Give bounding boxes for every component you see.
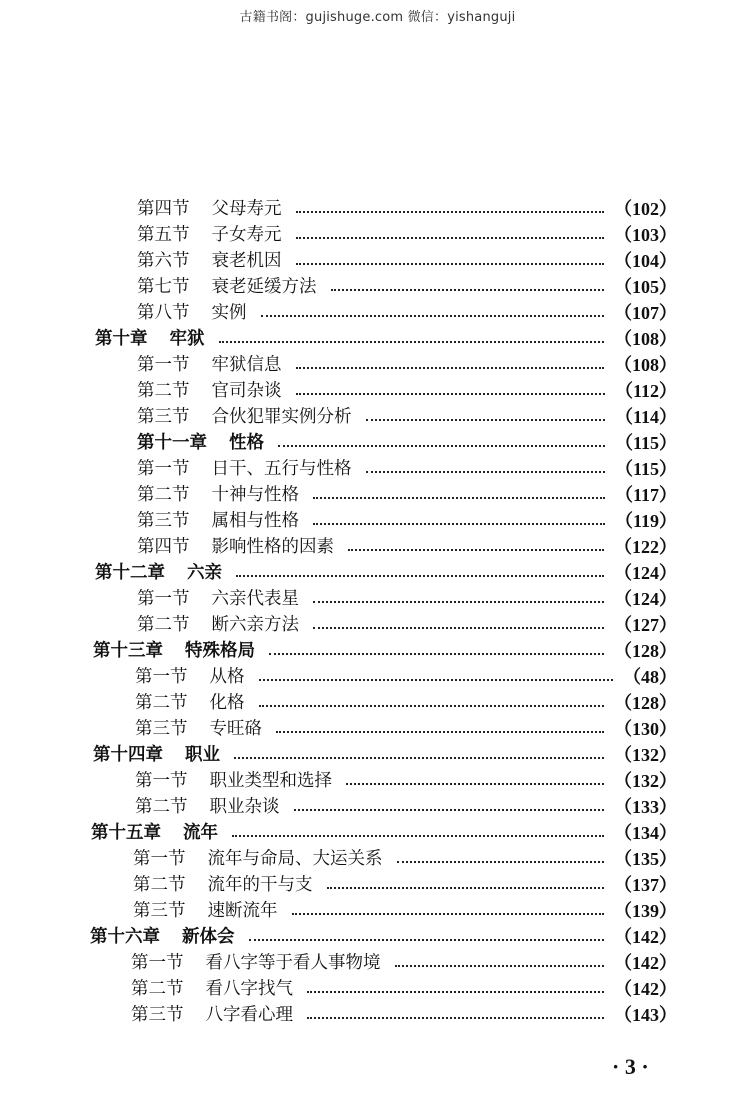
toc-entry-label: 第三节 (137, 511, 190, 531)
toc-entry-label: 第一节 (131, 953, 184, 973)
toc-entry-label: 第五节 (137, 225, 190, 245)
dot-leader (259, 701, 605, 707)
dot-leader (296, 233, 605, 239)
toc-chapter-row (0, 742, 755, 768)
toc-entry-title: 速断流年 (207, 901, 278, 921)
dot-leader (296, 207, 605, 213)
toc-entry-title: 性格 (229, 433, 264, 453)
toc-entry-title: 牢狱 (169, 329, 205, 349)
dot-leader (219, 337, 605, 343)
dot-leader (307, 987, 604, 993)
toc-entry-page: （142） (614, 953, 677, 973)
toc-entry-page: （115） (614, 459, 677, 479)
toc-entry-page: （119） (614, 511, 677, 531)
toc-entry-title: 流年 (183, 823, 218, 843)
toc-entry-page: （108） (614, 329, 677, 349)
toc-section-row (0, 716, 755, 742)
toc-chapter-row (0, 820, 755, 846)
toc-entry-label: 第二节 (135, 693, 188, 713)
toc-section-row (0, 456, 755, 482)
toc-section-row (0, 950, 755, 976)
toc-entry-title: 职业 (185, 745, 220, 765)
toc-entry-page: （135） (614, 849, 677, 869)
dot-leader (313, 519, 605, 525)
dot-leader (294, 805, 605, 811)
dot-leader (278, 441, 605, 447)
dot-leader (366, 415, 605, 421)
page-number: · 3 · (612, 1054, 649, 1079)
toc-section-row (0, 664, 755, 690)
toc-entry-label: 第三节 (133, 901, 186, 921)
dot-leader (296, 259, 605, 265)
toc-entry-label: 第七节 (137, 277, 190, 297)
toc-entry-label: 第一节 (135, 667, 188, 687)
toc-entry-title: 看八字找气 (205, 979, 293, 999)
toc-section-row (0, 690, 755, 716)
dot-leader (331, 285, 605, 291)
toc-entry-label: 第十五章 (91, 823, 161, 843)
toc-entry-label: 第一节 (137, 589, 190, 609)
toc-entry-title: 断六亲方法 (211, 615, 299, 635)
toc-entry-title: 特殊格局 (185, 641, 255, 661)
toc-entry-title: 合伙犯罪实例分析 (211, 407, 352, 427)
toc-entry-label: 第十一章 (137, 433, 207, 453)
dot-leader (259, 675, 614, 681)
toc-entry-page: （124） (614, 563, 677, 583)
toc-section-row (0, 274, 755, 300)
toc-entry-page: （107） (614, 303, 677, 323)
toc-entry-page: （127） (614, 615, 677, 635)
toc-entry-page: （139） (614, 901, 677, 921)
toc-entry-label: 第四节 (137, 537, 190, 557)
toc-entry-page: （48） (623, 667, 677, 687)
toc-chapter-row (0, 638, 755, 664)
toc-entry-label: 第一节 (137, 355, 190, 375)
toc-entry-label: 第六节 (137, 251, 190, 271)
toc-entry-title: 八字看心理 (205, 1005, 293, 1025)
toc-entry-title: 十神与性格 (211, 485, 299, 505)
toc-entry-title: 化格 (209, 693, 245, 713)
toc-entry-title: 衰老延缓方法 (211, 277, 317, 297)
toc-entry-label: 第二节 (137, 615, 190, 635)
toc-section-row (0, 248, 755, 274)
toc-entry-title: 流年与命局、大运关系 (207, 849, 383, 869)
dot-leader (313, 493, 605, 499)
toc-entry-title: 衰老机因 (211, 251, 282, 271)
toc-entry-title: 子女寿元 (211, 225, 282, 245)
toc-entry-label: 第二节 (133, 875, 186, 895)
toc-entry-title: 从格 (209, 667, 245, 687)
toc-chapter-row (0, 430, 755, 456)
toc-entry-page: （142） (614, 979, 677, 999)
toc-entry-title: 实例 (211, 303, 247, 323)
toc-entry-title: 属相与性格 (211, 511, 299, 531)
toc-chapter-row (0, 924, 755, 950)
dot-leader (313, 597, 604, 603)
toc-entry-page: （142） (614, 927, 677, 947)
toc-entry-label: 第十六章 (90, 927, 160, 947)
dot-leader (249, 935, 605, 941)
toc-entry-page: （143） (614, 1005, 677, 1025)
toc-entry-page: （132） (614, 771, 677, 791)
toc-entry-label: 第二节 (137, 485, 190, 505)
toc-section-row (0, 482, 755, 508)
toc-entry-label: 第四节 (137, 199, 190, 219)
toc-entry-label: 第二节 (131, 979, 184, 999)
toc-entry-label: 第一节 (135, 771, 188, 791)
toc-section-row (0, 222, 755, 248)
toc-entry-page: （112） (614, 381, 677, 401)
toc-entry-label: 第十章 (95, 329, 148, 349)
toc-entry-title: 专旺硌 (209, 719, 262, 739)
dot-leader (395, 961, 605, 967)
dot-leader (397, 857, 605, 863)
toc-section-row (0, 534, 755, 560)
toc-entry-page: （115） (614, 433, 677, 453)
toc-entry-page: （124） (614, 589, 677, 609)
toc-entry-title: 新体会 (182, 927, 235, 947)
toc-entry-page: （128） (614, 641, 677, 661)
toc-entry-label: 第三节 (137, 407, 190, 427)
dot-leader (327, 883, 605, 889)
toc-entry-title: 六亲代表星 (211, 589, 299, 609)
toc-entry-page: （102） (614, 199, 677, 219)
dot-leader (346, 779, 604, 785)
toc-entry-page: （105） (614, 277, 677, 297)
toc-entry-label: 第十三章 (93, 641, 163, 661)
dot-leader (292, 909, 605, 915)
toc-entry-page: （103） (614, 225, 677, 245)
toc-section-row (0, 1002, 755, 1028)
toc-entry-page: （104） (614, 251, 677, 271)
toc-entry-page: （114） (614, 407, 677, 427)
dot-leader (261, 311, 605, 317)
toc-chapter-row (0, 560, 755, 586)
toc-entry-title: 六亲 (187, 563, 222, 583)
dot-leader (296, 363, 605, 369)
dot-leader (313, 623, 604, 629)
toc-entry-page: （108） (614, 355, 677, 375)
toc-section-row (0, 768, 755, 794)
toc-entry-label: 第二节 (137, 381, 190, 401)
toc-entry-label: 第三节 (131, 1005, 184, 1025)
watermark-text: 古籍书阁：gujishuge.com 微信：yishanguji (239, 10, 516, 25)
toc-section-row (0, 794, 755, 820)
toc-section-row (0, 898, 755, 924)
toc-section-row (0, 508, 755, 534)
toc-section-row (0, 196, 755, 222)
toc-entry-page: （122） (614, 537, 677, 557)
toc-entry-page: （137） (614, 875, 677, 895)
toc-entry-page: （134） (614, 823, 677, 843)
toc-entry-label: 第一节 (133, 849, 186, 869)
toc-section-row (0, 586, 755, 612)
toc-section-row (0, 872, 755, 898)
toc-entry-label: 第三节 (135, 719, 188, 739)
toc-entry-title: 日干、五行与性格 (211, 459, 352, 479)
toc-entry-title: 流年的干与支 (207, 875, 313, 895)
dot-leader (307, 1013, 604, 1019)
toc-section-row (0, 378, 755, 404)
toc-entry-page: （130） (614, 719, 677, 739)
dot-leader (276, 727, 604, 733)
toc-section-row (0, 976, 755, 1002)
toc-chapter-row (0, 326, 755, 352)
toc-entry-label: 第十四章 (93, 745, 163, 765)
toc-entry-label: 第十二章 (95, 563, 165, 583)
dot-leader (236, 571, 604, 577)
toc-entry-page: （133） (614, 797, 677, 817)
dot-leader (232, 831, 604, 837)
toc-section-row (0, 352, 755, 378)
toc-entry-title: 牢狱信息 (211, 355, 282, 375)
toc-entry-label: 第一节 (137, 459, 190, 479)
toc-entry-page: （132） (614, 745, 677, 765)
toc-entry-title: 官司杂谈 (211, 381, 282, 401)
toc-entry-title: 职业杂谈 (209, 797, 280, 817)
dot-leader (296, 389, 605, 395)
toc-entry-title: 看八字等于看人事物境 (205, 953, 381, 973)
toc-entry-title: 影响性格的因素 (211, 537, 334, 557)
toc-entry-label: 第二节 (135, 797, 188, 817)
dot-leader (366, 467, 605, 473)
toc-section-row (0, 404, 755, 430)
toc-entry-page: （117） (614, 485, 677, 505)
dot-leader (348, 545, 604, 551)
dot-leader (234, 753, 604, 759)
dot-leader (269, 649, 604, 655)
toc-section-row (0, 612, 755, 638)
table-of-contents (0, 196, 755, 1028)
toc-entry-label: 第八节 (137, 303, 190, 323)
toc-entry-title: 父母寿元 (211, 199, 282, 219)
toc-section-row (0, 846, 755, 872)
toc-section-row (0, 300, 755, 326)
toc-entry-page: （128） (614, 693, 677, 713)
toc-entry-title: 职业类型和选择 (209, 771, 332, 791)
